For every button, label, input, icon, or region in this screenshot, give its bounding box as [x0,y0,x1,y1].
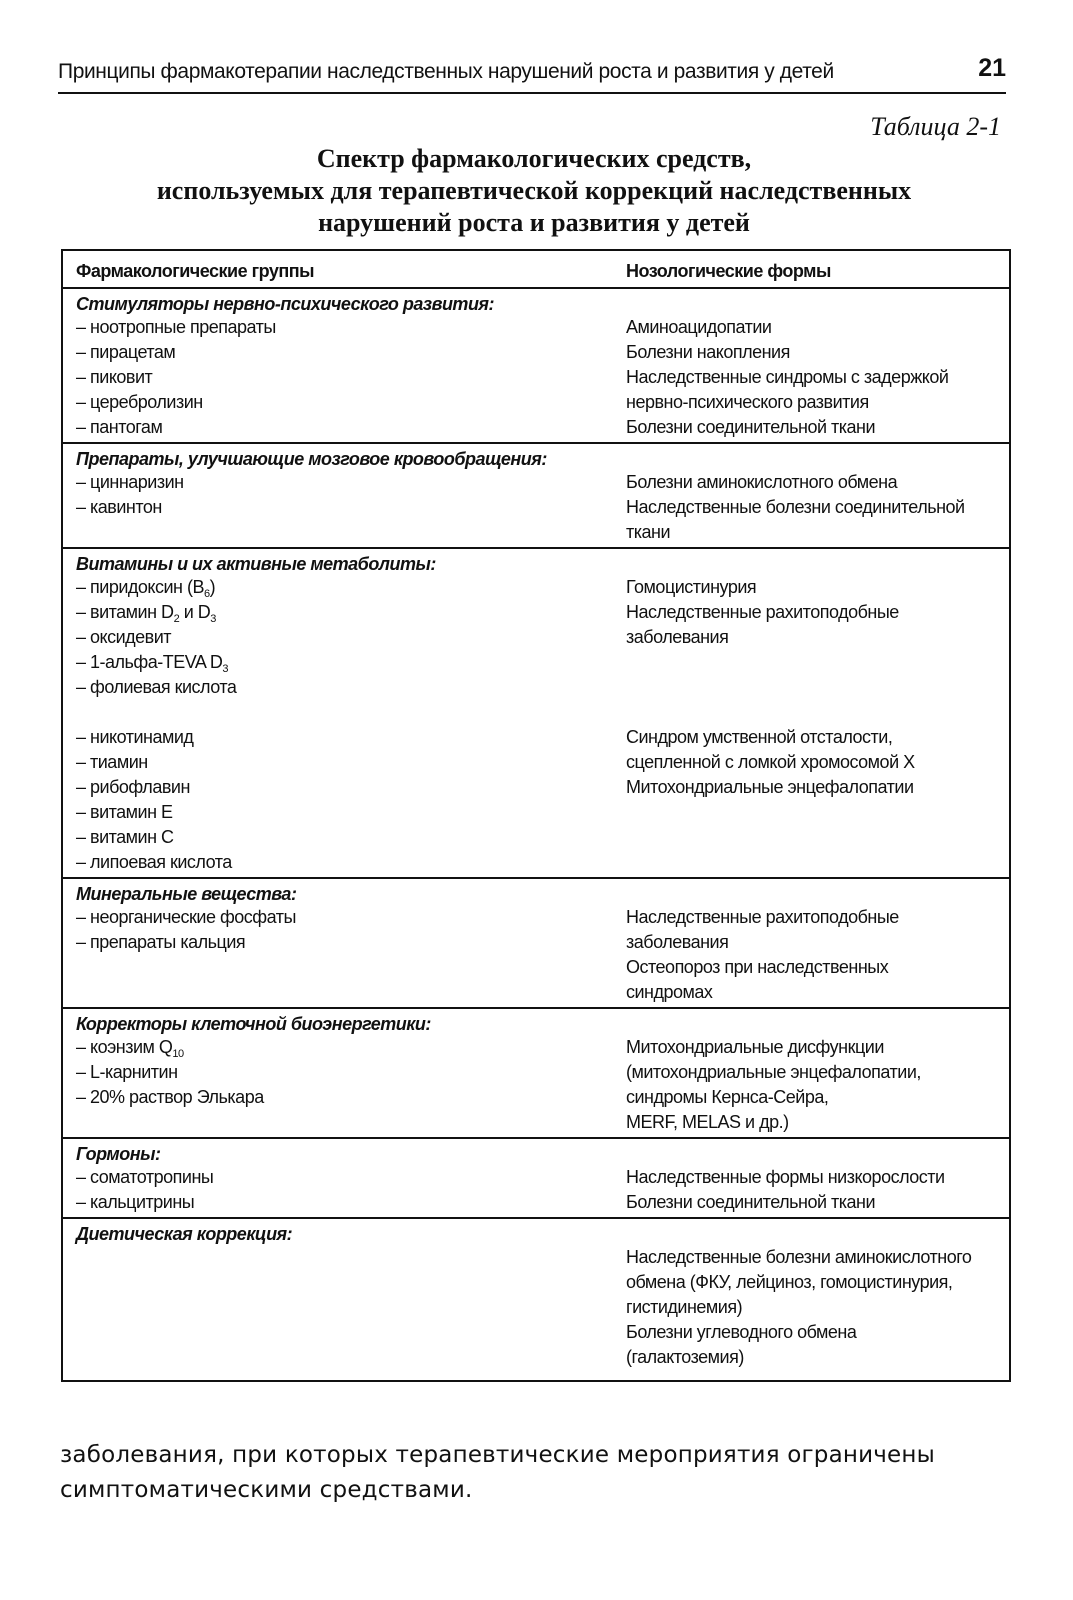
drug-table [61,249,1011,1382]
nosology-line: Болезни соединительной ткани [626,417,876,437]
nosology-line: Аминоацидопатии [626,317,772,337]
nosology-line: Наследственные формы низкорослости [626,1167,945,1187]
drug-item: – пиридоксин $(B_6)$ [76,577,216,600]
drug-item: – 20% раствор Элькара [76,1087,264,1107]
section-title: Минеральные вещества: [76,884,297,904]
nosology-line: Болезни аминокислотного обмена [626,472,898,492]
nosology-line: Остеопороз при наследственных [626,957,889,977]
drug-list [63,470,626,545]
section-stimulators [63,289,1009,444]
section-cerebral-circulation [63,444,1009,549]
nosology-line: заболевания [626,627,729,647]
drug-item: – препараты кальция [76,932,246,952]
drug-item: – кавинтон [76,497,162,517]
section-vitamins [63,549,1009,879]
running-header [58,56,1006,94]
body-text [60,1438,1010,1508]
table-row [63,1165,1009,1215]
drug-item: – церебролизин [76,392,203,412]
nosology-line: ткани [626,522,671,542]
drug-item: – ноотропные препараты [76,317,276,337]
drug-list [63,315,626,440]
nosology-list [626,1035,1007,1135]
drug-item: – витамин $D_2$ и $D_3$ [76,602,216,625]
nosology-line: синдромы Кернса-Сейра, [626,1087,829,1107]
drug-list [63,725,626,875]
nosology-line: (галактоземия) [626,1347,744,1367]
nosology-line: Гомоцистинурия [626,577,757,597]
drug-list [63,1245,626,1370]
running-title: Принципы фармакотерапии наследственных нарушений роста и развития у детей [58,60,834,83]
nosology-list [626,575,1007,700]
drug-item: – соматотропины [76,1167,214,1187]
table-row [63,1245,1009,1370]
section-title: Витамины и их активные метаболиты: [76,554,436,574]
section-minerals [63,879,1009,1009]
nosology-list [626,905,1007,1005]
drug-item: – оксидевит [76,627,172,647]
drug-item: – рибофлавин [76,777,190,797]
nosology-list [626,725,1007,875]
drug-list [63,575,626,700]
nosology-line: (митохондриальные энцефалопатии, [626,1062,921,1082]
body-text-line: заболевания, при которых терапевтические мероприятия ограничены [60,1442,936,1468]
nosology-list [626,315,1007,440]
body-text-line: симптоматическими средствами. [60,1477,473,1503]
drug-item: – липоевая кислота [76,852,232,872]
column-header-forms: Нозологические формы [626,261,831,281]
drug-item: – пирацетам [76,342,176,362]
drug-item: – витамин E [76,802,173,822]
nosology-line: синдромах [626,982,713,1002]
drug-item: – никотинамид [76,727,194,747]
caption-line: используемых для терапевтической коррекций наследственных [156,176,912,205]
table-header-row [63,251,1009,289]
drug-list [63,905,626,1005]
page-number: 21 [978,54,1006,82]
nosology-line: гистидинемия) [626,1297,743,1317]
nosology-line: Наследственные синдромы с задержкой [626,367,949,387]
drug-item: – пантогам [76,417,163,437]
nosology-line: нервно-психического развития [626,392,869,412]
drug-item: – кальцитрины [76,1192,195,1212]
drug-item: – пиковит [76,367,153,387]
drug-item: – L-карнитин [76,1062,178,1082]
table-row [63,315,1009,440]
drug-item: – циннаризин [76,472,184,492]
table-row [63,575,1009,700]
table-row [63,470,1009,545]
nosology-list [626,470,1007,545]
table-row [63,1035,1009,1135]
nosology-line: Наследственные рахитоподобные [626,602,899,622]
drug-item: – витамин C [76,827,174,847]
nosology-line: Наследственные рахитоподобные [626,907,899,927]
nosology-line: заболевания [626,932,729,952]
section-hormones [63,1139,1009,1219]
table-caption [60,143,1008,239]
nosology-line: Митохондриальные энцефалопатии [626,777,914,797]
section-title: Гормоны: [76,1144,161,1164]
caption-line: Спектр фармакологических средств, [316,144,752,173]
section-title: Диетическая коррекция: [76,1224,293,1244]
table-row [63,725,1009,875]
drug-item: – коэнзим $Q_{10}$ [76,1037,184,1060]
drug-item: – неорганические фосфаты [76,907,296,927]
nosology-list [626,1245,1007,1370]
nosology-line: сцепленной с ломкой хромосомой X [626,752,915,772]
nosology-line: Синдром умственной отсталости, [626,727,893,747]
nosology-line: Болезни накопления [626,342,790,362]
nosology-line: Болезни углеводного обмена [626,1322,857,1342]
drug-item: – 1-альфа-TEVA $D_3$ [76,652,229,675]
drug-item: – тиамин [76,752,148,772]
nosology-line: обмена (ФКУ, лейциноз, гомоцистинурия, [626,1272,953,1292]
column-header-groups: Фармакологические группы [76,261,314,281]
section-diet [63,1219,1009,1380]
table-row [63,905,1009,1005]
nosology-line: Наследственные болезни аминокислотного [626,1247,972,1267]
drug-list [63,1165,626,1215]
nosology-line: MERF, MELAS и др.) [626,1112,789,1132]
table-label: Таблица 2-1 [870,112,1001,141]
section-title: Корректоры клеточной биоэнергетики: [76,1014,431,1034]
section-bioenergetics [63,1009,1009,1139]
nosology-line: Митохондриальные дисфункции [626,1037,884,1057]
nosology-list [626,1165,1007,1215]
nosology-line: Болезни соединительной ткани [626,1192,876,1212]
nosology-line: Наследственные болезни соединительной [626,497,965,517]
drug-item: – фолиевая кислота [76,677,237,697]
section-title: Стимуляторы нервно-психического развития: [76,294,495,314]
drug-list [63,1035,626,1135]
caption-line: нарушений роста и развития у детей [318,208,750,237]
section-title: Препараты, улучшающие мозговое кровообращения: [76,449,547,469]
